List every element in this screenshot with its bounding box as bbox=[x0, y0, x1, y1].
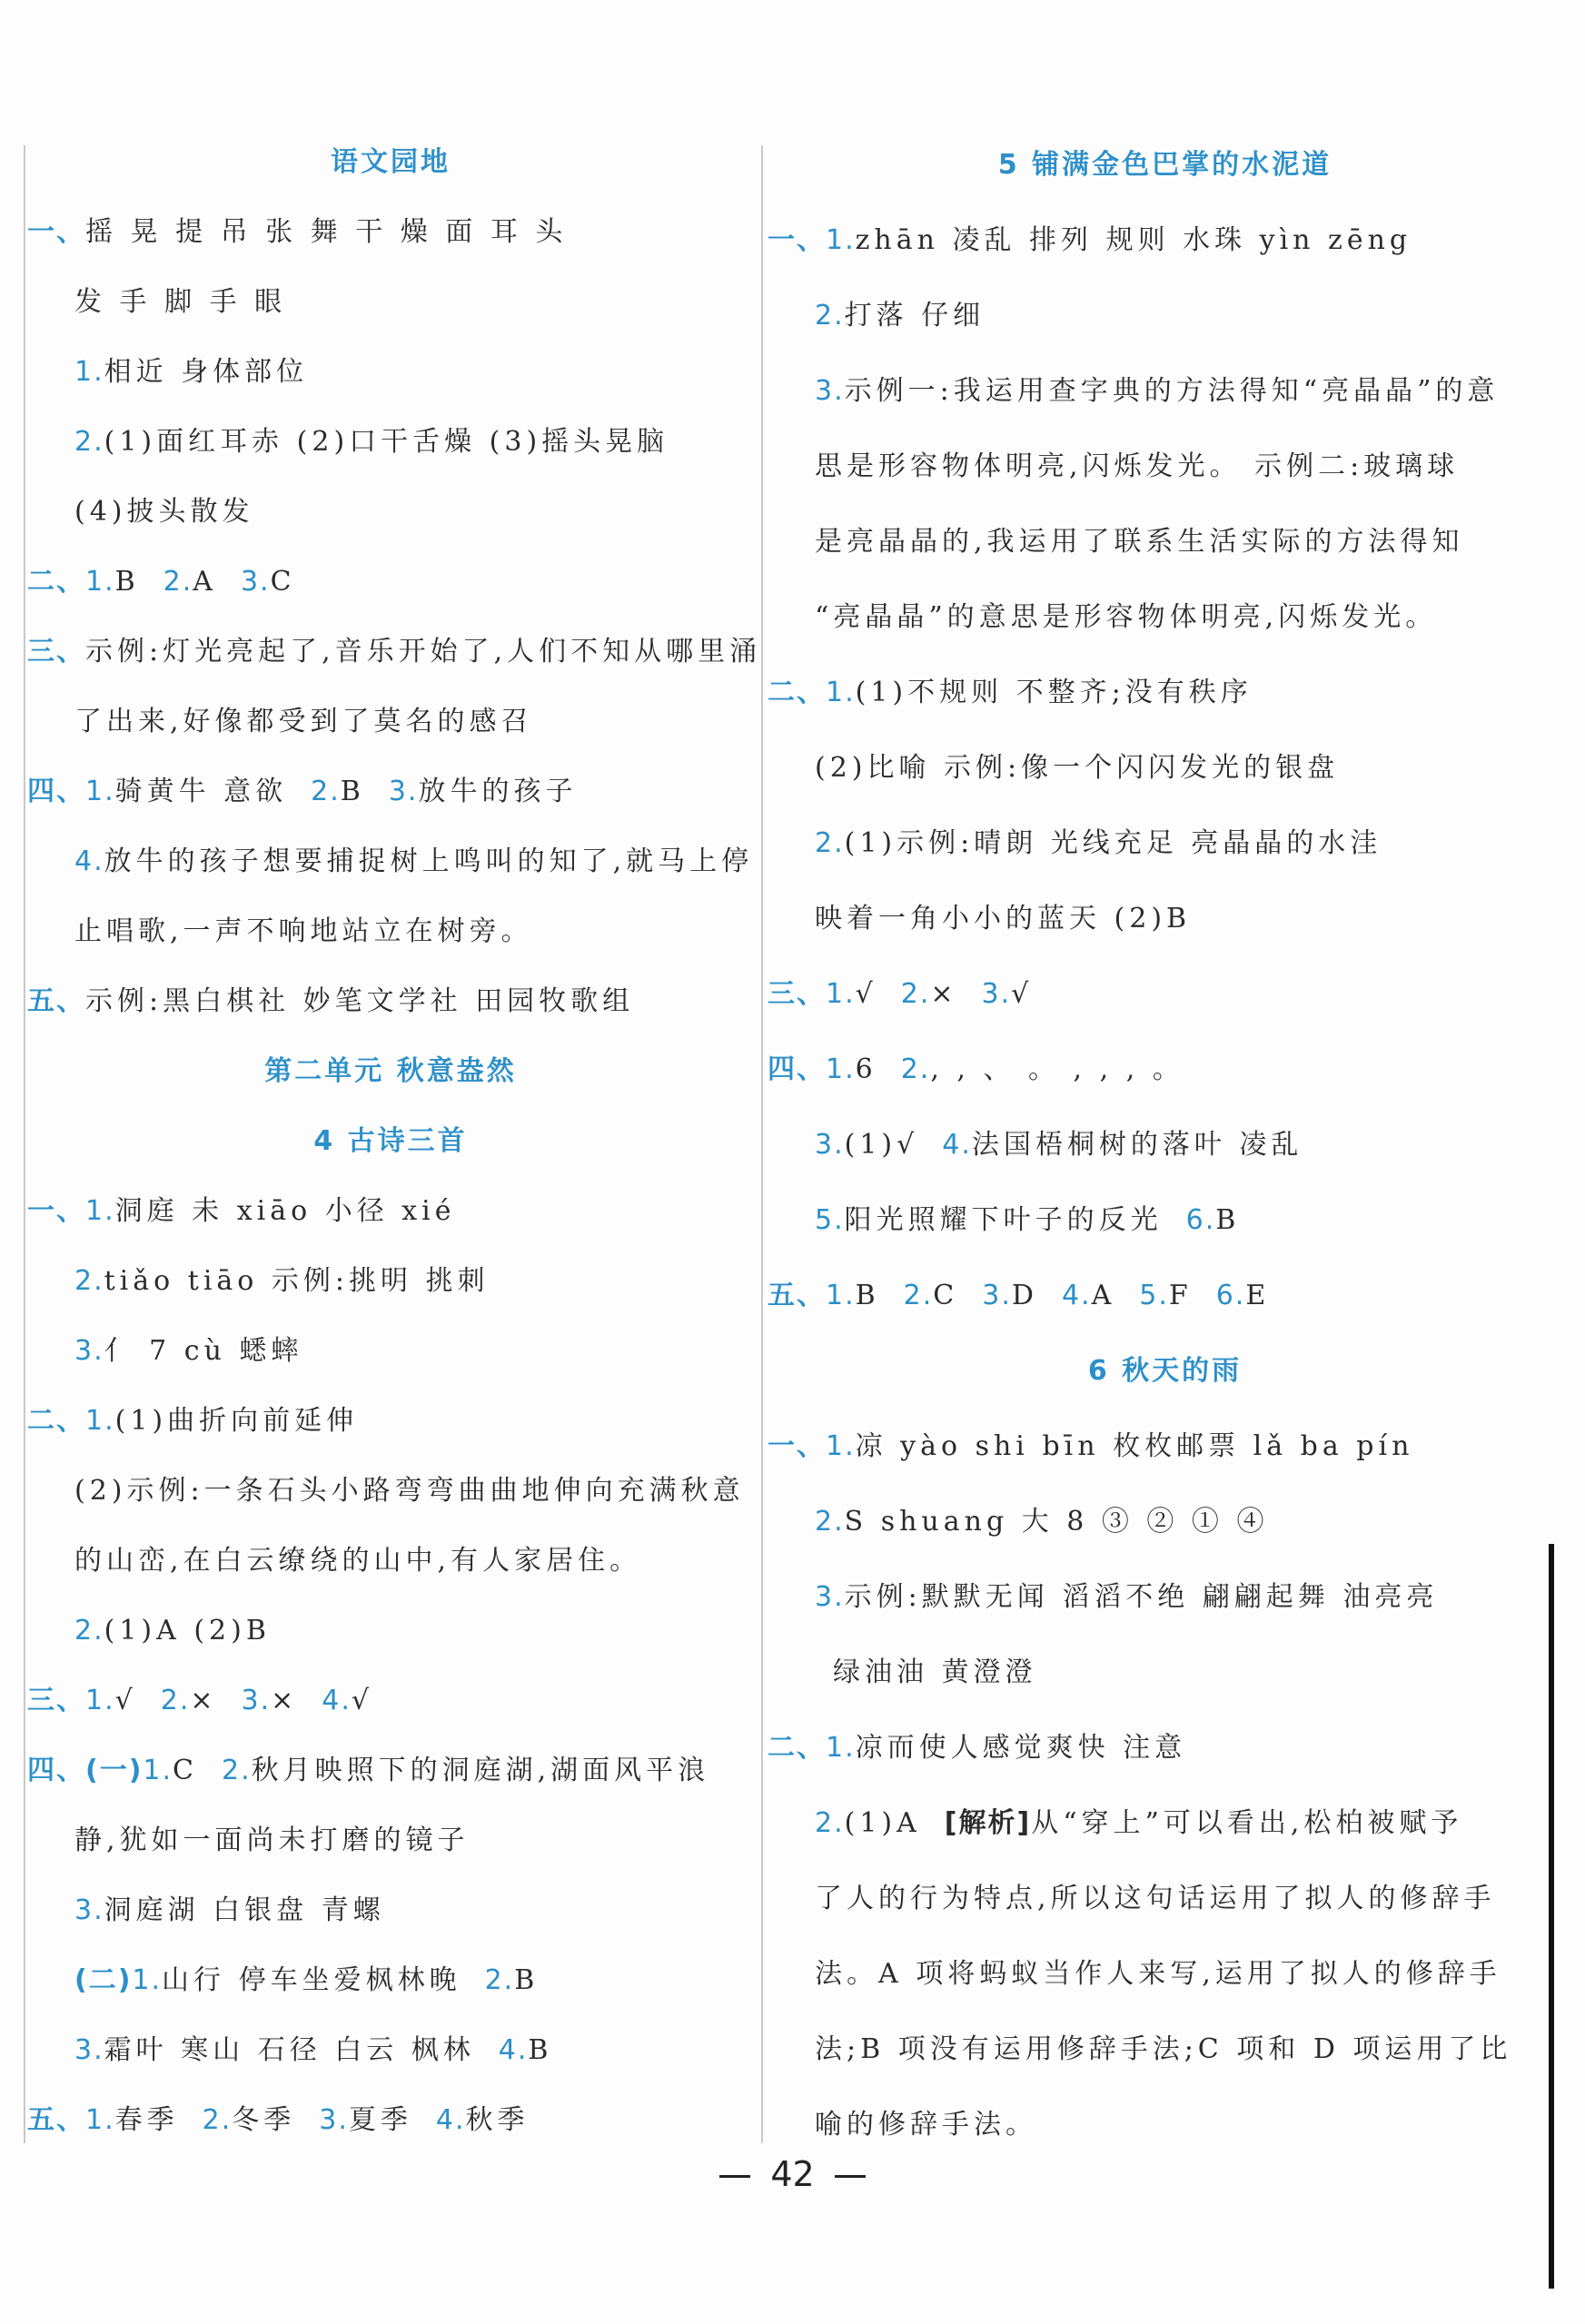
answer-line bbox=[768, 806, 1562, 881]
answer-text: 亻 7 cù 蟋蟀 bbox=[104, 1335, 303, 1367]
answer-text: (1)A bbox=[844, 1807, 921, 1839]
answer-line bbox=[27, 477, 754, 547]
answer-text: 示例一:我运用查字典的方法得知“亮晶晶”的意 bbox=[844, 375, 1500, 407]
answer-line bbox=[768, 1484, 1562, 1559]
question-number: 1. bbox=[85, 776, 115, 807]
section-label: 五、 bbox=[768, 1280, 826, 1311]
answer-line bbox=[27, 1316, 754, 1386]
question-number: 3. bbox=[981, 978, 1012, 1010]
answer-text: (2)示例:一条石头小路弯弯曲曲地伸向充满秋意 bbox=[74, 1475, 745, 1507]
answer-line bbox=[27, 826, 754, 896]
answer-text: 放牛的孩子想要捕捉树上鸣叫的知了,就马上停 bbox=[104, 846, 754, 877]
answer-text: (2)比喻 示例:像一个闪闪发光的银盘 bbox=[815, 752, 1340, 784]
answer-text: (1)不规则 不整齐;没有秩序 bbox=[855, 677, 1253, 708]
answer-text: 法。A 项将蚂蚁当作人来写,运用了拟人的修辞手 bbox=[815, 1958, 1501, 1990]
answer-line bbox=[768, 1032, 1562, 1107]
answer-line bbox=[27, 1945, 754, 2015]
answer-line bbox=[768, 2087, 1562, 2162]
answer-text: 示例:灯光亮起了,音乐开始了,人们不知从哪里涌 bbox=[85, 636, 762, 668]
page-number bbox=[0, 2154, 1585, 2194]
question-number: 4. bbox=[322, 1685, 352, 1716]
answer-text: 洞庭 未 xiāo 小径 xié bbox=[114, 1195, 456, 1227]
answer-line bbox=[27, 1456, 754, 1526]
answer-line bbox=[768, 1710, 1562, 1785]
answer-text: B bbox=[528, 2034, 553, 2066]
answer-line bbox=[27, 267, 754, 337]
answer-line bbox=[768, 1559, 1562, 1635]
lesson-heading: 4 古诗三首 bbox=[313, 1125, 468, 1157]
question-number: 2. bbox=[903, 1280, 934, 1311]
answer-text: 的山峦,在白云缭绕的山中,有人家居住。 bbox=[74, 1545, 642, 1577]
question-number: 1. bbox=[143, 1755, 173, 1786]
question-number: 3. bbox=[815, 1581, 845, 1613]
question-number: 3. bbox=[74, 1335, 104, 1367]
question-number: 5. bbox=[1139, 1280, 1169, 1311]
question-number: 2. bbox=[815, 1506, 845, 1538]
answer-line bbox=[768, 956, 1562, 1032]
question-number: 4. bbox=[498, 2034, 529, 2066]
question-number: 1. bbox=[826, 978, 856, 1010]
answer-text: 骑黄牛 意欲 bbox=[114, 776, 288, 807]
answer-line bbox=[27, 1666, 754, 1736]
analysis-tag: [解析] bbox=[944, 1807, 1032, 1839]
answer-line bbox=[27, 407, 754, 477]
answer-line bbox=[768, 881, 1562, 956]
answer-line bbox=[768, 579, 1562, 655]
answer-line bbox=[27, 1596, 754, 1666]
answer-text: 凉而使人感觉爽快 注意 bbox=[855, 1732, 1187, 1764]
answer-text: 发 手 脚 手 眼 bbox=[74, 286, 287, 318]
answer-text: 喻的修辞手法。 bbox=[815, 2109, 1037, 2141]
answer-text: B bbox=[340, 776, 365, 807]
answer-text: 映着一角小小的蓝天 (2)B bbox=[815, 903, 1192, 935]
question-number: 3. bbox=[388, 776, 419, 807]
answer-line bbox=[768, 203, 1562, 278]
answer-text: 法国梧桐树的落叶 凌乱 bbox=[971, 1129, 1303, 1161]
answer-line bbox=[27, 337, 754, 407]
answer-text: 凉 yào shi bīn 枚枚邮票 lǎ ba pín bbox=[855, 1430, 1414, 1462]
answer-text: 山行 停车坐爱枫林晚 bbox=[162, 1964, 461, 1996]
lesson-heading: 6 秋天的雨 bbox=[1087, 1355, 1243, 1387]
answer-line bbox=[768, 1861, 1562, 1936]
question-number: 3. bbox=[74, 2034, 104, 2066]
answer-text: B bbox=[1215, 1204, 1241, 1236]
answer-text: 冬季 bbox=[232, 2104, 296, 2136]
answer-line bbox=[27, 1526, 754, 1596]
answer-text: 阳光照耀下叶子的反光 bbox=[844, 1204, 1163, 1236]
answer-line bbox=[27, 1176, 754, 1246]
question-number: 3. bbox=[240, 566, 271, 598]
question-number: 2. bbox=[74, 1615, 104, 1647]
question-number: 2. bbox=[815, 827, 845, 859]
answer-line bbox=[768, 1409, 1562, 1484]
question-number: 2. bbox=[815, 1807, 845, 1839]
answer-text: C bbox=[933, 1280, 959, 1311]
answer-line bbox=[27, 547, 754, 617]
answer-text: 春季 bbox=[114, 2104, 179, 2136]
section-label: 二、 bbox=[768, 677, 826, 708]
question-number: 1. bbox=[826, 1732, 856, 1764]
answer-text: 放牛的孩子 bbox=[418, 776, 578, 807]
question-number: 2. bbox=[202, 2104, 233, 2136]
answer-text: √ bbox=[855, 978, 877, 1010]
question-number: 2. bbox=[900, 978, 931, 1010]
answer-text: tiǎo tiāo 示例:挑明 挑刺 bbox=[104, 1265, 490, 1297]
answer-line bbox=[768, 1182, 1562, 1258]
section-label: 三、 bbox=[768, 978, 826, 1010]
answer-line bbox=[27, 966, 754, 1036]
answer-text: (1)A (2)B bbox=[104, 1615, 271, 1647]
answer-text: √ bbox=[1011, 978, 1034, 1010]
question-number: 3. bbox=[815, 1129, 845, 1161]
answer-text: S shuang 大 8 ③ ② ① ④ bbox=[844, 1506, 1269, 1538]
section-label: 一、 bbox=[768, 1430, 826, 1462]
answer-text: 止唱歌,一声不响地站立在树旁。 bbox=[74, 915, 533, 947]
question-number: 3. bbox=[241, 1685, 272, 1716]
question-number: 5. bbox=[815, 1204, 845, 1236]
section-label: 五、 bbox=[27, 2104, 85, 2136]
answer-text: 示例:黑白棋社 妙笔文学社 田园牧歌组 bbox=[85, 985, 635, 1017]
column-divider bbox=[761, 145, 763, 2143]
question-number: 1. bbox=[85, 1195, 115, 1227]
left-margin-line bbox=[24, 145, 25, 2143]
answer-text: 了出来,好像都受到了莫名的感召 bbox=[74, 706, 533, 737]
answer-text: 示例:默默无闻 滔滔不绝 翩翩起舞 油亮亮 bbox=[844, 1581, 1439, 1613]
question-number: 2. bbox=[74, 1265, 104, 1297]
answer-text: (4)披头散发 bbox=[74, 496, 254, 528]
answer-text: 绿油油 黄澄澄 bbox=[833, 1656, 1037, 1688]
subsection-label: (二) bbox=[74, 1964, 133, 1996]
section-label: 五、 bbox=[27, 985, 85, 1017]
answer-line bbox=[768, 353, 1562, 429]
dash-left bbox=[719, 2175, 750, 2178]
answer-line bbox=[27, 1386, 754, 1456]
section-label: 一、 bbox=[27, 1195, 85, 1227]
answer-line bbox=[768, 1258, 1562, 1333]
dash-right bbox=[835, 2175, 866, 2178]
question-number: 4. bbox=[74, 846, 104, 877]
answer-line bbox=[768, 1635, 1562, 1710]
answer-line bbox=[27, 197, 754, 267]
question-number: 3. bbox=[982, 1280, 1012, 1311]
answer-text: B bbox=[514, 1964, 540, 1996]
answer-text: (1)√ bbox=[844, 1129, 919, 1161]
answer-line bbox=[27, 2015, 754, 2085]
answer-text: D bbox=[1011, 1280, 1038, 1311]
answer-line bbox=[768, 1936, 1562, 2012]
answer-text: × bbox=[190, 1685, 218, 1716]
answer-text: (1)曲折向前延伸 bbox=[114, 1405, 359, 1437]
section-label: 二、 bbox=[27, 1405, 85, 1437]
question-number: 1. bbox=[826, 1053, 856, 1085]
answer-text: “亮晶晶”的意思是形容物体明亮,闪烁发光。 bbox=[815, 601, 1438, 633]
question-number: 1. bbox=[826, 1280, 856, 1311]
question-number: 2. bbox=[900, 1053, 931, 1085]
subsection-label: (一) bbox=[85, 1755, 144, 1786]
answer-text: √ bbox=[114, 1685, 137, 1716]
right-column bbox=[768, 127, 1562, 2162]
question-number: 3. bbox=[74, 1894, 104, 1926]
answer-text: 相近 身体部位 bbox=[104, 356, 309, 388]
answer-line bbox=[27, 2085, 754, 2155]
section-label: 二、 bbox=[768, 1732, 826, 1764]
answer-text: B bbox=[855, 1280, 880, 1311]
question-number: 1. bbox=[85, 1405, 115, 1437]
answer-text: 摇 晃 提 吊 张 舞 干 燥 面 耳 头 bbox=[85, 216, 568, 248]
question-number: 6. bbox=[1215, 1280, 1246, 1311]
answer-text: 思是形容物体明亮,闪烁发光。 示例二:玻璃球 bbox=[815, 450, 1460, 482]
answer-text: E bbox=[1245, 1280, 1271, 1311]
section-heading-yuwen-yuandi: 语文园地 bbox=[331, 146, 451, 178]
question-number: 2. bbox=[311, 776, 341, 807]
question-number: 3. bbox=[319, 2104, 349, 2136]
answer-text: 6 bbox=[855, 1053, 877, 1085]
answer-text: A bbox=[1091, 1280, 1116, 1311]
answer-line bbox=[27, 1805, 754, 1875]
question-number: 2. bbox=[160, 1685, 191, 1716]
section-label: 二、 bbox=[27, 566, 85, 598]
answer-line bbox=[768, 730, 1562, 806]
section-label: 三、 bbox=[27, 636, 85, 668]
answer-text: 秋月映照下的洞庭湖,湖面风平浪 bbox=[251, 1755, 710, 1786]
answer-line bbox=[768, 655, 1562, 730]
question-number: 4. bbox=[435, 2104, 466, 2136]
question-number: 1. bbox=[85, 2104, 115, 2136]
answer-line bbox=[768, 1785, 1562, 1861]
answer-text: B bbox=[114, 566, 140, 598]
answer-text: 打落 仔细 bbox=[844, 300, 986, 331]
answer-line bbox=[27, 687, 754, 757]
answer-text: × bbox=[271, 1685, 299, 1716]
answer-text: , , 、 。 , , , 。 bbox=[930, 1053, 1184, 1085]
answer-text: × bbox=[930, 978, 958, 1010]
section-label: 一、 bbox=[27, 216, 85, 248]
answer-line bbox=[768, 504, 1562, 579]
answer-text: 是亮晶晶的,我运用了联系生活实际的方法得知 bbox=[815, 526, 1464, 558]
answer-text: F bbox=[1168, 1280, 1193, 1311]
lesson-heading: 5 铺满金色巴掌的水泥道 bbox=[997, 149, 1332, 181]
question-number: 3. bbox=[815, 375, 845, 407]
answer-text: 霜叶 寒山 石径 白云 枫林 bbox=[104, 2034, 475, 2066]
page-number-text: 42 bbox=[770, 2154, 815, 2194]
answer-line bbox=[768, 2012, 1562, 2087]
question-number: 2. bbox=[222, 1755, 252, 1786]
unit-heading: 第二单元 秋意盎然 bbox=[264, 1055, 517, 1087]
answer-text: (1)面红耳赤 (2)口干舌燥 (3)摇头晃脑 bbox=[104, 426, 669, 458]
section-label: 四、 bbox=[768, 1053, 826, 1085]
question-number: 1. bbox=[85, 566, 115, 598]
answer-line bbox=[768, 278, 1562, 353]
section-label: 四、 bbox=[27, 1755, 85, 1786]
question-number: 1. bbox=[74, 356, 104, 388]
question-number: 2. bbox=[74, 426, 104, 458]
answer-text: C bbox=[173, 1755, 199, 1786]
answer-line bbox=[27, 617, 762, 687]
answer-text: C bbox=[270, 566, 296, 598]
answer-text: 法;B 项没有运用修辞手法;C 项和 D 项运用了比 bbox=[815, 2033, 1512, 2065]
question-number: 1. bbox=[85, 1685, 115, 1716]
question-number: 1. bbox=[826, 1430, 856, 1462]
question-number: 4. bbox=[1061, 1280, 1092, 1311]
answer-text: 夏季 bbox=[348, 2104, 412, 2136]
section-label: 一、 bbox=[768, 224, 826, 256]
answer-line bbox=[27, 896, 754, 966]
answer-text: 静,犹如一面尚未打磨的镜子 bbox=[74, 1825, 470, 1856]
question-number: 1. bbox=[826, 224, 856, 256]
answer-text: zhān 凌乱 排列 规则 水珠 yìn zēng bbox=[855, 224, 1412, 256]
left-column bbox=[27, 127, 762, 2155]
answer-line bbox=[768, 429, 1562, 504]
answer-line bbox=[27, 757, 754, 826]
section-label: 四、 bbox=[27, 776, 85, 807]
answer-text: 洞庭湖 白银盘 青螺 bbox=[104, 1894, 385, 1926]
answer-text: 从“穿上”可以看出,松柏被赋予 bbox=[1031, 1807, 1463, 1839]
answer-text: √ bbox=[351, 1685, 374, 1716]
answer-text: A bbox=[193, 566, 217, 598]
question-number: 1. bbox=[132, 1964, 163, 1996]
question-number: 2. bbox=[163, 566, 193, 598]
question-number: 4. bbox=[942, 1129, 972, 1161]
answer-line bbox=[768, 1107, 1562, 1182]
question-number: 2. bbox=[815, 300, 845, 331]
answer-text: 了人的行为特点,所以这句话运用了拟人的修辞手 bbox=[815, 1883, 1496, 1914]
answer-line bbox=[27, 1246, 754, 1316]
answer-line bbox=[27, 1875, 754, 1945]
section-label: 三、 bbox=[27, 1685, 85, 1716]
answer-text: (1)示例:晴朗 光线充足 亮晶晶的水洼 bbox=[844, 827, 1382, 859]
question-number: 1. bbox=[826, 677, 856, 708]
question-number: 6. bbox=[1185, 1204, 1216, 1236]
question-number: 2. bbox=[484, 1964, 515, 1996]
answer-text: 秋季 bbox=[465, 2104, 530, 2136]
answer-line bbox=[27, 1736, 754, 1805]
